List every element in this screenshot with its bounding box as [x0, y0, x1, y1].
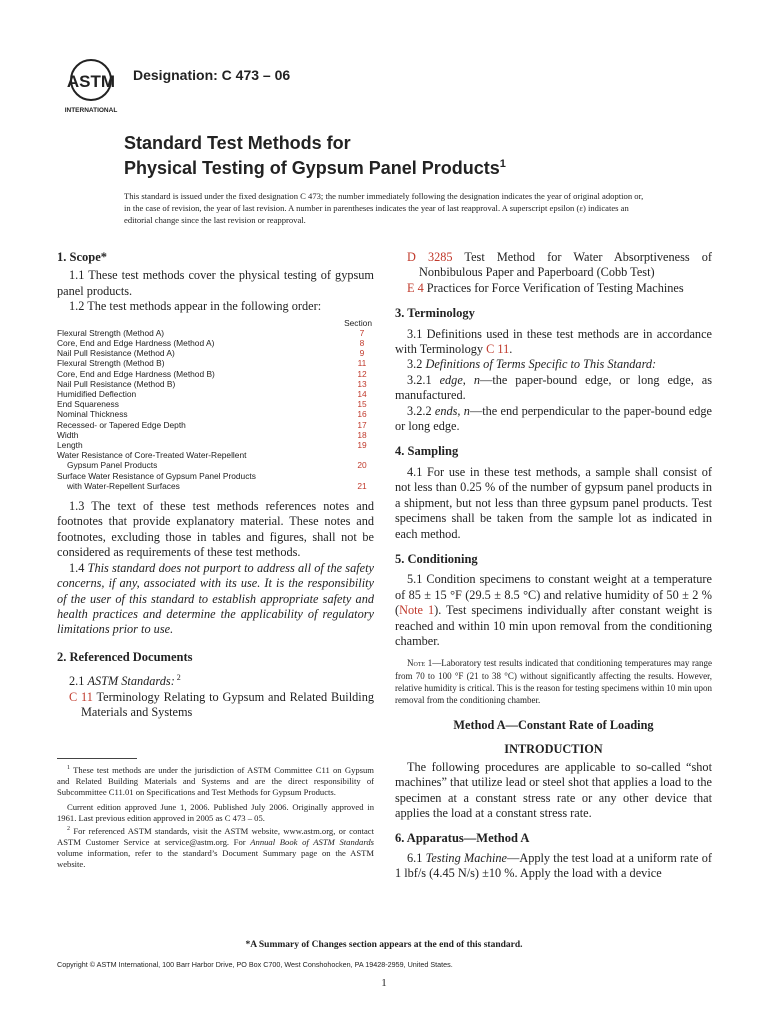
toc-section-link[interactable]: 12 [357, 368, 367, 379]
toc-row [57, 399, 374, 409]
toc-row [57, 440, 374, 450]
toc-row [57, 409, 374, 419]
title-line-1: Standard Test Methods for [124, 133, 351, 153]
apparatus-heading: 6. Apparatus—Method A [395, 830, 530, 845]
astm-logo [62, 56, 120, 114]
term-3-2-1: 3.2.1 edge, n—the paper-bound edge, or long edge, as manufactured. [395, 372, 713, 403]
document-title [124, 133, 506, 179]
edition-note: Current edition approved June 1, 2006. Published July 2006. Originally approved in 1961. Last previous edition approved in 2005 as C 473 – 05. [57, 802, 374, 824]
toc-section-link[interactable]: 8 [359, 338, 365, 349]
d3285-link[interactable]: D 3285 [407, 250, 453, 264]
toc-name: Flexural Strength (Method A) [57, 327, 165, 338]
ref-d3285: D 3285 Test Method for Water Absorptiveness of Nonbibulous Paper and Paperboard (Cobb Test) [407, 250, 712, 280]
toc-name: Core, End and Edge Hardness (Method B) [57, 368, 215, 379]
toc-row [57, 420, 374, 430]
section-table: Section Flexural Strength (Method A) 7 Core, End and Edge Hardness (Method A) 8 Nail Pull Resistance (Method A) 9 Flexural Strength (Method B) 11 Core, End and Edge Hardness (Method B) 12 Nail Pull Resistance (Method B) 13 Humidified Deflection 14 End Squareness 15 Nominal Thickness 16 Recessed- or Tapered Edge Depth 17 Width 18 Length 19 Water Resistance of Core-Treated Water-Repellent Gypsum Panel Products 20 Surface Water Resistance of Gypsum Panel Products with Water-Repellent Surfaces 21 [57, 317, 372, 491]
toc-name: Nail Pull Resistance (Method B) [57, 378, 176, 389]
toc-row: Gypsum Panel Products 20 [67, 460, 367, 471]
toc-name: End Squareness [57, 399, 119, 410]
toc-row [57, 328, 374, 338]
introduction-heading: INTRODUCTION [504, 741, 603, 756]
summary-note: *A Summary of Changes section appears at the end of this standard. [245, 940, 523, 950]
svg-text:ASTM: ASTM [66, 72, 116, 91]
note-1: Note 1—Laboratory test results indicated that conditioning temperatures may range from 70 to 100 °F (21 to 38 °C) without significantly affecting the results. However, relative humidity is critical. This is the reason for testing specimens within 10 min upon removal from the conditioning chamber. [395, 658, 712, 705]
scope-1-4: 1.4 This standard does not purport to address all of the safety concerns, if any, associated with its use. It is the responsibility of the user of this standard to establish appropriate safety and health practices and determine the applicability of regulatory limitations prior to use. [57, 560, 374, 637]
apparatus-6-1: 6.1 Testing Machine—Apply the test load at a uniform rate of 1 lbf/s (4.45 N/s) ±10 %. Apply the load with a device [395, 851, 713, 881]
toc-row [57, 338, 374, 348]
sampling-heading: 4. Sampling [395, 444, 459, 459]
term-3-1: 3.1 Definitions used in these test methods are in accordance with Terminology C 11. [395, 326, 712, 357]
introduction-text: The following procedures are applicable to so-called “shot machines” that utilize lead or steel shot that applies a load to the specimen at a constant stress rate or any other device that applies the load at a constant stress rate. [395, 759, 712, 821]
term-3-2-2: 3.2.2 ends, n—the end perpendicular to the paper-bound edge or long edge. [395, 403, 712, 434]
toc-section-link[interactable]: 9 [359, 348, 365, 359]
toc-section-link[interactable]: 13 [357, 378, 367, 389]
copyright: Copyright © ASTM International, 100 Barr Harbor Drive, PO Box C700, West Conshohocken, PA 19428-2959, United States. [57, 960, 453, 969]
scope-1-1: 1.1 These test methods cover the physical testing of gypsum panel products. [57, 268, 374, 298]
toc-name: Flexural Strength (Method B) [57, 358, 165, 369]
term-3-2: 3.2 Definitions of Terms Specific to This Standard: [407, 357, 657, 372]
toc-section-link[interactable]: 15 [357, 399, 367, 410]
footnote-1: $^1$ These test methods are under the jurisdiction of ASTM Committee C11 on Gypsum and Related Building Materials and Systems and are the direct responsibility of Subcommittee C11.01 on Specifications and Test Methods for Gypsum Products. [57, 765, 374, 798]
toc-row [57, 369, 374, 379]
toc-row [57, 389, 374, 399]
toc-section-link[interactable]: 19 [357, 440, 367, 451]
toc-section-link[interactable]: 7 [359, 327, 365, 338]
toc-row: with Water-Repellent Surfaces 21 [67, 480, 367, 491]
toc-section-link[interactable]: 17 [357, 419, 367, 430]
referenced-heading: 2. Referenced Documents [57, 649, 193, 664]
ref-c11: C 11 Terminology Relating to Gypsum and Related Building Materials and Systems [69, 689, 375, 720]
e4-link[interactable]: E 4 [407, 280, 424, 295]
toc-section-link[interactable]: 14 [357, 389, 367, 400]
ref-2-1: 2.1 ASTM Standards: $^2$ [69, 673, 181, 689]
method-a-heading: Method A—Constant Rate of Loading [453, 718, 654, 733]
terminology-heading: 3. Terminology [395, 306, 475, 321]
right-column [395, 250, 712, 882]
toc-row [57, 430, 374, 440]
scope-1-2: 1.2 The test methods appear in the following order: [69, 299, 322, 314]
sampling-4-1: 4.1 For use in these test methods, a sample shall consist of not less than 0.25 % of the number of gypsum panel products in a shipment, but not less than three gypsum panel products. Test specimens shall be taken from the sample lot as indicated in each method. [395, 464, 712, 541]
ref-e4: E 4 Practices for Force Verification of Testing Machines [407, 280, 684, 295]
c11-link[interactable]: C 11 [69, 689, 93, 704]
scope-heading: 1. Scope* [57, 250, 107, 264]
toc-row [57, 348, 374, 358]
toc-name: Length [57, 440, 83, 451]
toc-name: Nail Pull Resistance (Method A) [57, 348, 175, 359]
toc-section-link[interactable]: 18 [357, 429, 367, 440]
footnotes [57, 763, 374, 870]
conditioning-5-1: 5.1 Condition specimens to constant weight at a temperature of 85 ± 15 °F (29.5 ± 8.5 °C) and relative humidity of 50 ± 2 % (Note 1). Test specimens individually after constant weight is reached and within 10 min upon removal from the conditioning chamber. [395, 572, 712, 648]
footnote-2: $^2$ For referenced ASTM standards, visit the ASTM website, www.astm.org, or contact ASTM Customer Service at service@astm.org. For Annual Book of ASTM Standards volume information, refer to the standard’s Document Summary page on the ASTM website. [57, 826, 374, 870]
left-column [57, 250, 374, 870]
toc-name: Humidified Deflection [57, 389, 137, 400]
toc-row [57, 358, 374, 368]
toc-row: Water Resistance of Core-Treated Water-Repellent [57, 450, 247, 461]
toc-row [57, 379, 374, 389]
title-line-2: Physical Testing of Gypsum Panel Products$^1$ [124, 158, 506, 178]
toc-name: Core, End and Edge Hardness (Method A) [57, 338, 215, 349]
scope-1-3: 1.3 The text of these test methods references notes and footnotes that provide explanatory material. These notes and footnotes, excluding those in tables and figures, shall not be considered as requirements of these test methods. [57, 499, 374, 560]
footnote-rule [57, 758, 137, 759]
page-number: 1 [381, 977, 387, 989]
note-1-link[interactable]: Note 1 [399, 603, 435, 618]
c11-link[interactable]: C 11 [486, 342, 510, 357]
conditioning-heading: 5. Conditioning [395, 551, 478, 566]
toc-name: Nominal Thickness [57, 409, 128, 420]
toc-section-link[interactable]: 16 [357, 409, 367, 420]
issued-note: This standard is issued under the fixed designation C 473; the number immediately following the designation indicates the year of original adoption or, in the case of revision, the year of last revision. A number in parentheses indicates the year of last reapproval. A superscript epsilon (ε) indicates an editorial change since the last revision or reapproval. [124, 191, 644, 226]
toc-name: Width [57, 429, 79, 440]
designation: Designation: C 473 – 06 [133, 67, 291, 83]
svg-text:INTERNATIONAL: INTERNATIONAL [64, 107, 118, 114]
toc-row: Surface Water Resistance of Gypsum Panel Products [57, 470, 256, 481]
toc-section-link[interactable]: 11 [357, 358, 367, 369]
toc-name: Recessed- or Tapered Edge Depth [57, 419, 186, 430]
